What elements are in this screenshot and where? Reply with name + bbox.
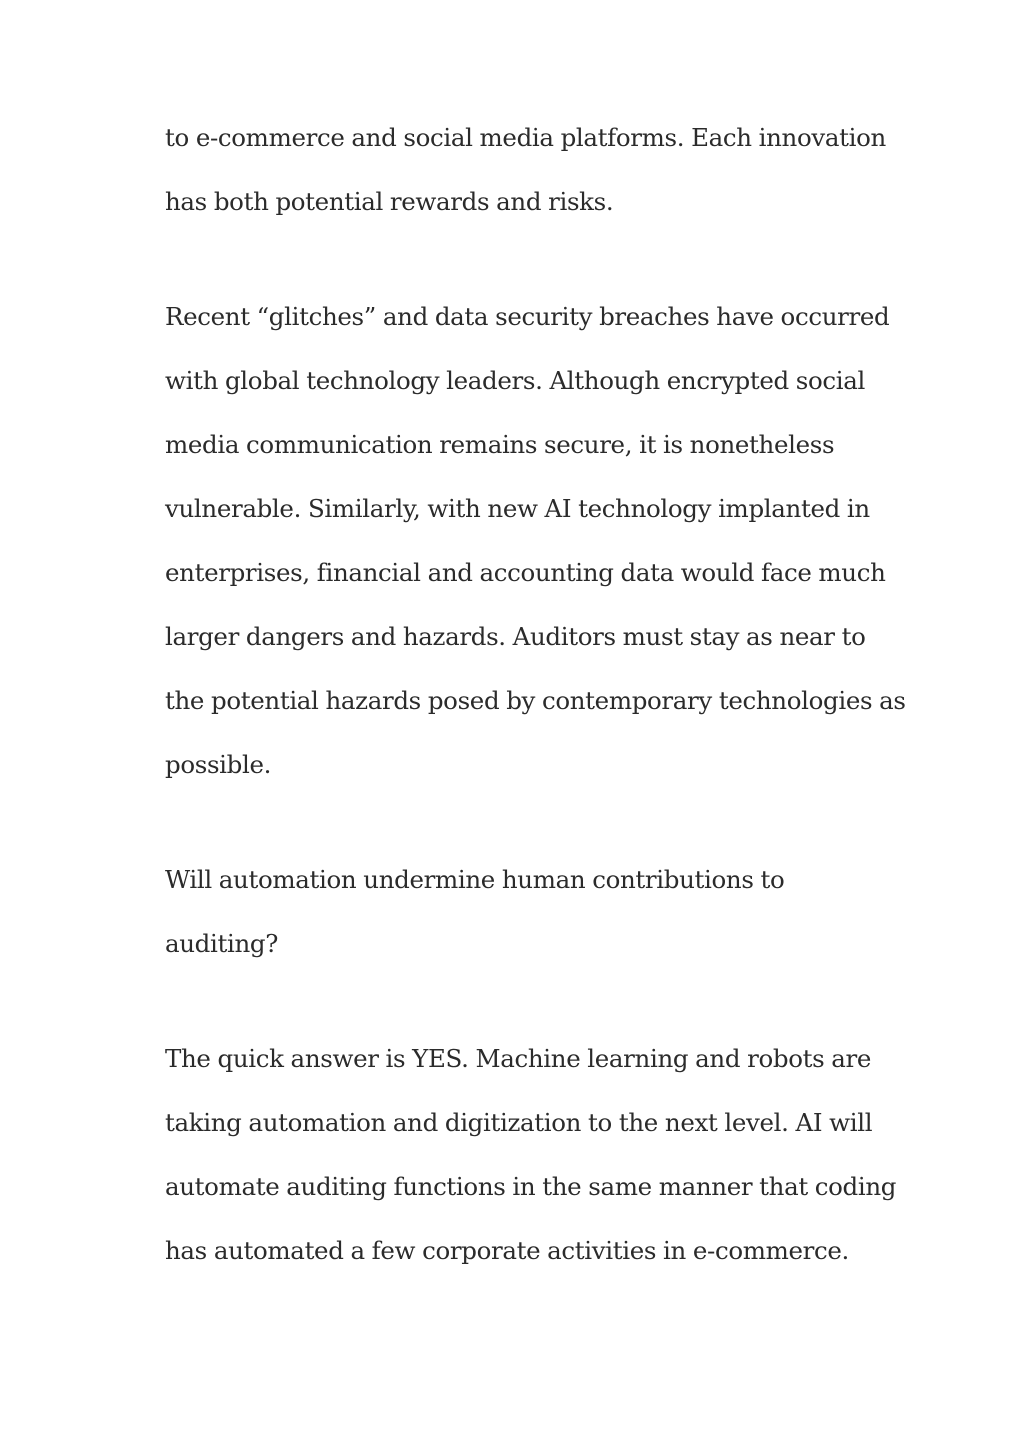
text-line: enterprises, financial and accounting data would face much: [165, 558, 886, 587]
text-line: vulnerable. Similarly, with new AI technology implanted in: [165, 494, 870, 523]
text-line: has automated a few corporate activities in e-commerce.: [165, 1236, 849, 1265]
text-line: media communication remains secure, it is nonetheless: [165, 430, 835, 459]
text-line: Will automation undermine human contributions to: [165, 865, 785, 894]
text-line: with global technology leaders. Although encrypted social: [165, 366, 866, 395]
text-line: taking automation and digitization to the next level. AI will: [165, 1108, 873, 1137]
text-line: to e-commerce and social media platforms. Each innovation: [165, 123, 886, 152]
paragraph-innovation: [165, 106, 886, 234]
text-line: larger dangers and hazards. Auditors must stay as near to: [165, 622, 866, 651]
text-line: has both potential rewards and risks.: [165, 187, 614, 216]
document-body: [165, 106, 906, 1334]
paragraph-answer: [165, 1027, 897, 1283]
text-line: auditing?: [165, 929, 279, 958]
paragraph-question: [165, 848, 865, 976]
text-line: possible.: [165, 750, 272, 779]
text-line: automate auditing functions in the same manner that coding: [165, 1172, 897, 1201]
text-line: The quick answer is YES. Machine learning and robots are: [165, 1044, 872, 1073]
text-line: Recent “glitches” and data security breaches have occurred: [165, 302, 890, 331]
paragraph-security-breaches: [165, 285, 906, 797]
text-line: the potential hazards posed by contemporary technologies as: [165, 686, 906, 715]
